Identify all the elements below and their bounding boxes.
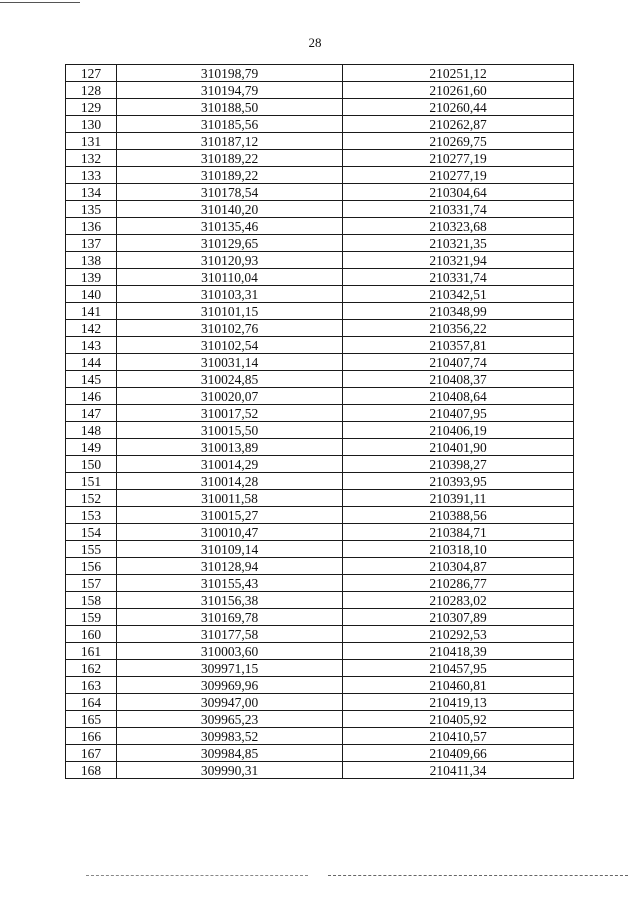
table-row bbox=[66, 507, 574, 524]
point-number-cell: 148 bbox=[66, 422, 117, 439]
x-coordinate-cell: 310102,76 bbox=[117, 320, 343, 337]
point-number-cell: 166 bbox=[66, 728, 117, 745]
table-row bbox=[66, 337, 574, 354]
x-coordinate-cell: 309990,31 bbox=[117, 762, 343, 779]
point-number-cell: 132 bbox=[66, 150, 117, 167]
x-coordinate-cell: 310017,52 bbox=[117, 405, 343, 422]
x-coordinate-cell: 310015,27 bbox=[117, 507, 343, 524]
point-number-cell: 142 bbox=[66, 320, 117, 337]
table-row bbox=[66, 235, 574, 252]
point-number-cell: 134 bbox=[66, 184, 117, 201]
y-coordinate-cell: 210304,87 bbox=[343, 558, 574, 575]
point-number-cell: 154 bbox=[66, 524, 117, 541]
y-coordinate-cell: 210277,19 bbox=[343, 167, 574, 184]
x-coordinate-cell: 310013,89 bbox=[117, 439, 343, 456]
y-coordinate-cell: 210342,51 bbox=[343, 286, 574, 303]
footer-scan-mark-right bbox=[328, 875, 628, 876]
y-coordinate-cell: 210391,11 bbox=[343, 490, 574, 507]
x-coordinate-cell: 309984,85 bbox=[117, 745, 343, 762]
table-row bbox=[66, 575, 574, 592]
table-row bbox=[66, 405, 574, 422]
x-coordinate-cell: 310103,31 bbox=[117, 286, 343, 303]
y-coordinate-cell: 210261,60 bbox=[343, 82, 574, 99]
table-row bbox=[66, 660, 574, 677]
y-coordinate-cell: 210292,53 bbox=[343, 626, 574, 643]
table-row bbox=[66, 694, 574, 711]
y-coordinate-cell: 210331,74 bbox=[343, 201, 574, 218]
point-number-cell: 146 bbox=[66, 388, 117, 405]
point-number-cell: 151 bbox=[66, 473, 117, 490]
x-coordinate-cell: 309969,96 bbox=[117, 677, 343, 694]
y-coordinate-cell: 210262,87 bbox=[343, 116, 574, 133]
point-number-cell: 164 bbox=[66, 694, 117, 711]
table-row bbox=[66, 133, 574, 150]
y-coordinate-cell: 210318,10 bbox=[343, 541, 574, 558]
table-row bbox=[66, 541, 574, 558]
y-coordinate-cell: 210393,95 bbox=[343, 473, 574, 490]
y-coordinate-cell: 210405,92 bbox=[343, 711, 574, 728]
table-row bbox=[66, 473, 574, 490]
y-coordinate-cell: 210411,34 bbox=[343, 762, 574, 779]
table-row bbox=[66, 609, 574, 626]
table-row bbox=[66, 558, 574, 575]
x-coordinate-cell: 310102,54 bbox=[117, 337, 343, 354]
point-number-cell: 138 bbox=[66, 252, 117, 269]
table-row bbox=[66, 626, 574, 643]
point-number-cell: 161 bbox=[66, 643, 117, 660]
point-number-cell: 145 bbox=[66, 371, 117, 388]
point-number-cell: 133 bbox=[66, 167, 117, 184]
table-row bbox=[66, 201, 574, 218]
x-coordinate-cell: 310128,94 bbox=[117, 558, 343, 575]
table-row bbox=[66, 728, 574, 745]
table-row bbox=[66, 643, 574, 660]
y-coordinate-cell: 210356,22 bbox=[343, 320, 574, 337]
table-row bbox=[66, 439, 574, 456]
x-coordinate-cell: 310011,58 bbox=[117, 490, 343, 507]
y-coordinate-cell: 210406,19 bbox=[343, 422, 574, 439]
y-coordinate-cell: 210419,13 bbox=[343, 694, 574, 711]
x-coordinate-cell: 310140,20 bbox=[117, 201, 343, 218]
y-coordinate-cell: 210398,27 bbox=[343, 456, 574, 473]
y-coordinate-cell: 210323,68 bbox=[343, 218, 574, 235]
point-number-cell: 165 bbox=[66, 711, 117, 728]
table-row bbox=[66, 252, 574, 269]
x-coordinate-cell: 310177,58 bbox=[117, 626, 343, 643]
point-number-cell: 128 bbox=[66, 82, 117, 99]
point-number-cell: 130 bbox=[66, 116, 117, 133]
point-number-cell: 136 bbox=[66, 218, 117, 235]
point-number-cell: 157 bbox=[66, 575, 117, 592]
x-coordinate-cell: 310129,65 bbox=[117, 235, 343, 252]
x-coordinate-cell: 310135,46 bbox=[117, 218, 343, 235]
y-coordinate-cell: 210357,81 bbox=[343, 337, 574, 354]
table-row bbox=[66, 745, 574, 762]
top-divider bbox=[0, 2, 80, 3]
point-number-cell: 153 bbox=[66, 507, 117, 524]
point-number-cell: 143 bbox=[66, 337, 117, 354]
page-number: 28 bbox=[308, 35, 322, 50]
y-coordinate-cell: 210260,44 bbox=[343, 99, 574, 116]
table-row bbox=[66, 711, 574, 728]
y-coordinate-cell: 210269,75 bbox=[343, 133, 574, 150]
point-number-cell: 160 bbox=[66, 626, 117, 643]
table-row bbox=[66, 82, 574, 99]
y-coordinate-cell: 210286,77 bbox=[343, 575, 574, 592]
table-row bbox=[66, 677, 574, 694]
table-row bbox=[66, 184, 574, 201]
point-number-cell: 150 bbox=[66, 456, 117, 473]
point-number-cell: 144 bbox=[66, 354, 117, 371]
point-number-cell: 156 bbox=[66, 558, 117, 575]
table-row bbox=[66, 456, 574, 473]
x-coordinate-cell: 309971,15 bbox=[117, 660, 343, 677]
table-row bbox=[66, 218, 574, 235]
table-row bbox=[66, 354, 574, 371]
point-number-cell: 127 bbox=[66, 65, 117, 82]
x-coordinate-cell: 310031,14 bbox=[117, 354, 343, 371]
y-coordinate-cell: 210307,89 bbox=[343, 609, 574, 626]
y-coordinate-cell: 210348,99 bbox=[343, 303, 574, 320]
point-number-cell: 129 bbox=[66, 99, 117, 116]
table-row bbox=[66, 592, 574, 609]
y-coordinate-cell: 210388,56 bbox=[343, 507, 574, 524]
table-row bbox=[66, 303, 574, 320]
x-coordinate-cell: 310015,50 bbox=[117, 422, 343, 439]
y-coordinate-cell: 210321,94 bbox=[343, 252, 574, 269]
x-coordinate-cell: 310020,07 bbox=[117, 388, 343, 405]
y-coordinate-cell: 210460,81 bbox=[343, 677, 574, 694]
table-row bbox=[66, 320, 574, 337]
table-row bbox=[66, 116, 574, 133]
table-row bbox=[66, 524, 574, 541]
point-number-cell: 147 bbox=[66, 405, 117, 422]
coordinates-table bbox=[65, 64, 574, 779]
x-coordinate-cell: 310014,28 bbox=[117, 473, 343, 490]
y-coordinate-cell: 210407,95 bbox=[343, 405, 574, 422]
y-coordinate-cell: 210283,02 bbox=[343, 592, 574, 609]
y-coordinate-cell: 210418,39 bbox=[343, 643, 574, 660]
point-number-cell: 131 bbox=[66, 133, 117, 150]
table-row bbox=[66, 286, 574, 303]
table-row bbox=[66, 490, 574, 507]
y-coordinate-cell: 210410,57 bbox=[343, 728, 574, 745]
x-coordinate-cell: 310014,29 bbox=[117, 456, 343, 473]
point-number-cell: 135 bbox=[66, 201, 117, 218]
point-number-cell: 139 bbox=[66, 269, 117, 286]
x-coordinate-cell: 310110,04 bbox=[117, 269, 343, 286]
y-coordinate-cell: 210409,66 bbox=[343, 745, 574, 762]
point-number-cell: 155 bbox=[66, 541, 117, 558]
point-number-cell: 140 bbox=[66, 286, 117, 303]
x-coordinate-cell: 310010,47 bbox=[117, 524, 343, 541]
x-coordinate-cell: 310120,93 bbox=[117, 252, 343, 269]
table-row bbox=[66, 762, 574, 779]
x-coordinate-cell: 310189,22 bbox=[117, 167, 343, 184]
x-coordinate-cell: 310101,15 bbox=[117, 303, 343, 320]
x-coordinate-cell: 310156,38 bbox=[117, 592, 343, 609]
y-coordinate-cell: 210321,35 bbox=[343, 235, 574, 252]
point-number-cell: 158 bbox=[66, 592, 117, 609]
footer-scan-mark-left bbox=[86, 875, 308, 876]
point-number-cell: 141 bbox=[66, 303, 117, 320]
table-row bbox=[66, 150, 574, 167]
table-row bbox=[66, 99, 574, 116]
x-coordinate-cell: 310194,79 bbox=[117, 82, 343, 99]
y-coordinate-cell: 210251,12 bbox=[343, 65, 574, 82]
y-coordinate-cell: 210331,74 bbox=[343, 269, 574, 286]
point-number-cell: 137 bbox=[66, 235, 117, 252]
x-coordinate-cell: 310109,14 bbox=[117, 541, 343, 558]
point-number-cell: 159 bbox=[66, 609, 117, 626]
point-number-cell: 162 bbox=[66, 660, 117, 677]
x-coordinate-cell: 310187,12 bbox=[117, 133, 343, 150]
table-row bbox=[66, 269, 574, 286]
table-row bbox=[66, 167, 574, 184]
y-coordinate-cell: 210384,71 bbox=[343, 524, 574, 541]
point-number-cell: 152 bbox=[66, 490, 117, 507]
x-coordinate-cell: 310155,43 bbox=[117, 575, 343, 592]
x-coordinate-cell: 310189,22 bbox=[117, 150, 343, 167]
y-coordinate-cell: 210407,74 bbox=[343, 354, 574, 371]
x-coordinate-cell: 310003,60 bbox=[117, 643, 343, 660]
y-coordinate-cell: 210408,64 bbox=[343, 388, 574, 405]
x-coordinate-cell: 310198,79 bbox=[117, 65, 343, 82]
y-coordinate-cell: 210277,19 bbox=[343, 150, 574, 167]
table-row bbox=[66, 422, 574, 439]
table-row bbox=[66, 371, 574, 388]
y-coordinate-cell: 210408,37 bbox=[343, 371, 574, 388]
y-coordinate-cell: 210304,64 bbox=[343, 184, 574, 201]
point-number-cell: 163 bbox=[66, 677, 117, 694]
point-number-cell: 149 bbox=[66, 439, 117, 456]
x-coordinate-cell: 310178,54 bbox=[117, 184, 343, 201]
x-coordinate-cell: 310188,50 bbox=[117, 99, 343, 116]
x-coordinate-cell: 310185,56 bbox=[117, 116, 343, 133]
point-number-cell: 168 bbox=[66, 762, 117, 779]
x-coordinate-cell: 310024,85 bbox=[117, 371, 343, 388]
x-coordinate-cell: 309965,23 bbox=[117, 711, 343, 728]
x-coordinate-cell: 310169,78 bbox=[117, 609, 343, 626]
x-coordinate-cell: 309947,00 bbox=[117, 694, 343, 711]
table-row bbox=[66, 65, 574, 82]
table-row bbox=[66, 388, 574, 405]
y-coordinate-cell: 210457,95 bbox=[343, 660, 574, 677]
x-coordinate-cell: 309983,52 bbox=[117, 728, 343, 745]
y-coordinate-cell: 210401,90 bbox=[343, 439, 574, 456]
point-number-cell: 167 bbox=[66, 745, 117, 762]
coordinates-table-body bbox=[66, 65, 574, 779]
